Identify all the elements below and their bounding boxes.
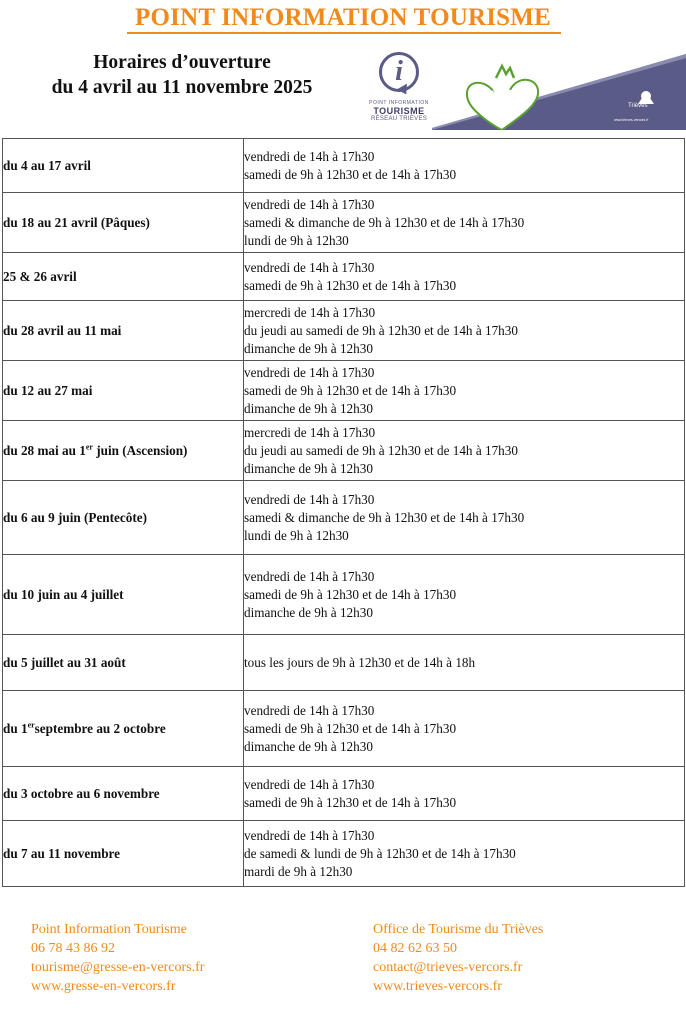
- footer-pit-name: Point Information Tourisme: [31, 922, 187, 937]
- table-row: [3, 555, 685, 635]
- period-cell: du 6 au 9 juin (Pentecôte): [3, 481, 244, 555]
- hours-cell: vendredi de 14h à 17h30 de samedi & lundi de 9h à 12h30 et de 14h à 17h30 mardi de 9h à 12h30: [244, 821, 685, 887]
- footer-office-name: Office de Tourisme du Trièves: [373, 922, 544, 937]
- hours-heading-line1: Horaires d’ouverture: [93, 52, 271, 73]
- hours-cell: vendredi de 14h à 17h30 samedi de 9h à 12h30 et de 14h à 17h30: [244, 767, 685, 821]
- period-cell: du 28 mai au 1er juin (Ascension): [3, 421, 244, 481]
- table-row: [3, 361, 685, 421]
- hours-cell: vendredi de 14h à 17h30 samedi de 9h à 12h30 et de 14h à 17h30 dimanche de 9h à 12h30: [244, 691, 685, 767]
- table-row: [3, 767, 685, 821]
- table-row: [3, 691, 685, 767]
- info-icon: i: [379, 52, 419, 92]
- trieves-logo: Trièves: [628, 103, 648, 109]
- opening-hours-table: [2, 138, 685, 887]
- footer-pit-website[interactable]: www.gresse-en-vercors.fr: [31, 979, 176, 994]
- footer-contact-office: [373, 920, 543, 996]
- footer-contact-pit: [31, 920, 204, 996]
- period-cell: du 4 au 17 avril: [3, 139, 244, 193]
- table-row: [3, 481, 685, 555]
- gresse-vercors-logo: [482, 86, 529, 115]
- table-row: [3, 821, 685, 887]
- table-row: [3, 421, 685, 481]
- hours-cell: mercredi de 14h à 17h30 du jeudi au samedi de 9h à 12h30 et de 14h à 17h30 dimanche de 9h à 12h30: [244, 301, 685, 361]
- hours-cell: vendredi de 14h à 17h30 samedi & dimanche de 9h à 12h30 et de 14h à 17h30 lundi de 9h à 12h30: [244, 481, 685, 555]
- hours-heading-line2: du 4 avril au 11 novembre 2025: [51, 77, 313, 98]
- pit-logo-sub: RÉSEAU TRIÈVES: [370, 116, 428, 122]
- gresse-logo-line2: Vercors: [482, 96, 529, 116]
- hours-cell: mercredi de 14h à 17h30 du jeudi au samedi de 9h à 12h30 et de 14h à 17h30 dimanche de 9h à 12h30: [244, 421, 685, 481]
- period-cell: du 12 au 27 mai: [3, 361, 244, 421]
- table-row: [3, 139, 685, 193]
- pit-logo-small: POINT INFORMATION: [369, 100, 429, 106]
- table-row: [3, 301, 685, 361]
- table-row: [3, 193, 685, 253]
- period-cell: du 18 au 21 avril (Pâques): [3, 193, 244, 253]
- hours-cell: vendredi de 14h à 17h30 samedi de 9h à 12h30 et de 14h à 17h30: [244, 139, 685, 193]
- footer-pit-phone: 06 78 43 86 92: [31, 941, 115, 956]
- footer-pit-email[interactable]: tourisme@gresse-en-vercors.fr: [31, 960, 205, 975]
- period-cell: du 28 avril au 11 mai: [3, 301, 244, 361]
- hours-cell: vendredi de 14h à 17h30 samedi de 9h à 12h30 et de 14h à 17h30: [244, 253, 685, 301]
- hours-heading: [12, 50, 352, 100]
- period-cell: du 5 juillet au 31 août: [3, 635, 244, 691]
- footer-office-phone: 04 82 62 63 50: [373, 941, 457, 956]
- gresse-logo-line1: Gresse: [489, 85, 525, 101]
- hours-cell: tous les jours de 9h à 12h30 et de 14h à 18h: [244, 635, 685, 691]
- hours-cell: vendredi de 14h à 17h30 samedi de 9h à 12h30 et de 14h à 17h30 dimanche de 9h à 12h30: [244, 555, 685, 635]
- footer-office-website[interactable]: www.trieves-vercors.fr: [373, 979, 502, 994]
- table-row: [3, 253, 685, 301]
- table-row: [3, 635, 685, 691]
- period-cell: du 1erseptembre au 2 octobre: [3, 691, 244, 767]
- period-cell: du 3 octobre au 6 novembre: [3, 767, 244, 821]
- pit-logo-big: TOURISME: [373, 106, 425, 116]
- hours-cell: vendredi de 14h à 17h30 samedi de 9h à 12h30 et de 14h à 17h30 dimanche de 9h à 12h30: [244, 361, 685, 421]
- pit-logo: [368, 52, 430, 130]
- trieves-logo-url: www.trieves-vercors.fr: [614, 118, 649, 122]
- page-title: POINT INFORMATION TOURISME: [135, 4, 551, 31]
- title-underline: [127, 32, 561, 34]
- period-cell: du 7 au 11 novembre: [3, 821, 244, 887]
- mountain-icon: [496, 66, 514, 78]
- period-cell: du 10 juin au 4 juillet: [3, 555, 244, 635]
- footer-office-email[interactable]: contact@trieves-vercors.fr: [373, 960, 523, 975]
- period-cell: 25 & 26 avril: [3, 253, 244, 301]
- hours-cell: vendredi de 14h à 17h30 samedi & dimanche de 9h à 12h30 et de 14h à 17h30 lundi de 9h à 12h30: [244, 193, 685, 253]
